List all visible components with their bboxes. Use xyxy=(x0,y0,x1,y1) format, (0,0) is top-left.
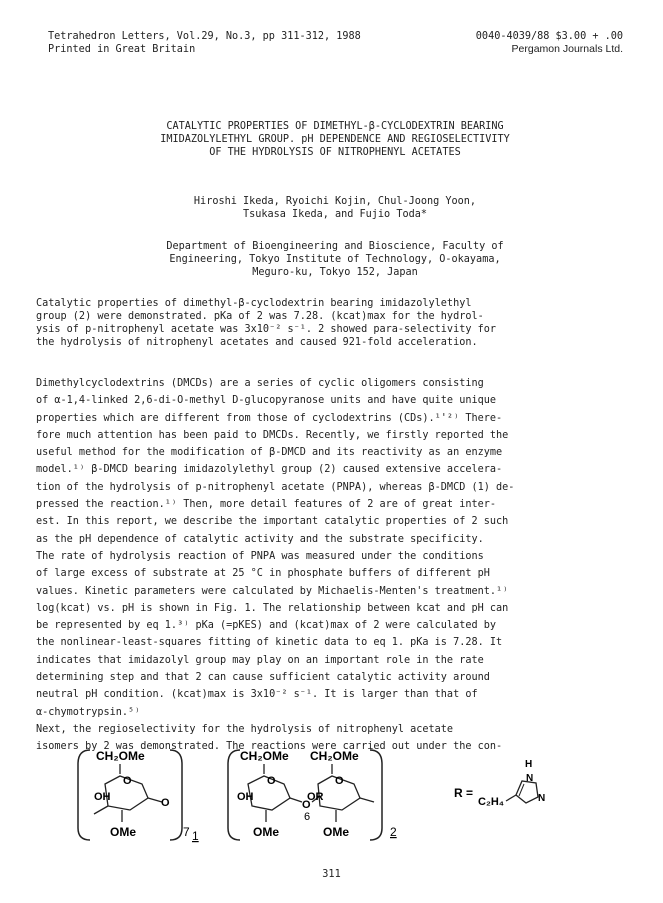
affiliation-line: Meguro-ku, Tokyo 152, Japan xyxy=(252,267,418,278)
body-line: isomers by 2 was demonstrated. The reactions were carried out under the con- xyxy=(36,741,503,753)
repeat-count: 7 xyxy=(183,825,190,839)
ch2ome-label: CH₂OMe xyxy=(310,749,359,763)
ring-oxygen-label: O xyxy=(123,775,132,787)
body-line: model.¹⁾ β-DMCD bearing imidazolylethyl group (2) caused extensive accelera- xyxy=(36,464,503,476)
repeat-count: 6 xyxy=(304,811,311,823)
structure-2-diagram xyxy=(220,740,410,850)
body-line: determining step and that 2 can cause sufficient catalytic activity around xyxy=(36,672,490,684)
body-line: Next, the regioselectivity for the hydrolysis of nitrophenyl acetate xyxy=(36,723,454,735)
ring-oxygen-label: O xyxy=(335,775,344,787)
abstract-line: ysis of p-nitrophenyl acetate was 3x10⁻² s⁻¹. 2 showed para-selectivity for xyxy=(36,324,497,335)
body-line: α-chymotrypsin.⁵⁾ xyxy=(36,706,141,718)
running-header xyxy=(48,30,623,56)
imidazole-n-label: N xyxy=(538,793,546,804)
ch2ome-label: CH₂OMe xyxy=(240,749,289,763)
authors-line: Hiroshi Ikeda, Ryoichi Kojin, Chul-Joong Yoon, xyxy=(193,196,477,207)
affiliation xyxy=(40,240,630,279)
compound-number-1: 1 xyxy=(192,829,199,843)
body-line: indicates that imidazolyl group may play on an important role in the rate xyxy=(36,654,484,666)
hydroxyl-label: OH xyxy=(94,791,111,803)
imidazole-nh-label: N xyxy=(526,773,534,784)
printed-in: Printed in Great Britain xyxy=(48,44,196,55)
title-line: CATALYTIC PROPERTIES OF DIMETHYL-β-CYCLODEXTRIN BEARING xyxy=(166,121,504,132)
ome-label: OMe xyxy=(253,825,280,839)
ome-label: OMe xyxy=(110,825,137,839)
link-oxygen-label: O xyxy=(161,797,170,809)
affiliation-line: Department of Bioengineering and Bioscience, Faculty of xyxy=(166,241,504,252)
r-equals-label: R = xyxy=(454,786,474,800)
body-line: log(kcat) vs. pH is shown in Fig. 1. The relationship between kcat and pH can xyxy=(36,602,509,614)
structure-1-diagram xyxy=(70,740,210,850)
body-line: as the pH dependence of catalytic activity and the substrate specificity. xyxy=(36,533,484,545)
authors-line: Tsukasa Ikeda, and Fujio Toda* xyxy=(242,209,427,220)
abstract-line: the hydrolysis of nitrophenyl acetates and caused 921-fold acceleration. xyxy=(36,337,478,348)
journal-citation: Tetrahedron Letters, Vol.29, No.3, pp 311-312, 1988 xyxy=(48,31,361,42)
compound-number-2: 2 xyxy=(390,825,397,839)
title-line: OF THE HYDROLYSIS OF NITROPHENYL ACETATES xyxy=(209,147,461,158)
abstract-line: Catalytic properties of dimethyl-β-cyclodextrin bearing imidazolylethyl xyxy=(36,298,472,309)
ring-oxygen-label: O xyxy=(267,775,276,787)
paper-title xyxy=(40,120,630,159)
body-line: of α-1,4-linked 2,6-di-O-methyl D-glucopyranose units and have quite unique xyxy=(36,395,497,407)
price-code: 0040-4039/88 $3.00 + .00 xyxy=(475,31,623,42)
body-text xyxy=(36,375,626,756)
or-label: OR xyxy=(307,791,324,803)
body-line: Dimethylcyclodextrins (DMCDs) are a series of cyclic oligomers consisting xyxy=(36,378,484,389)
body-line: useful method for the modification of β-DMCD and its reactivity as an enzyme xyxy=(36,447,503,459)
abstract-line: group (2) were demonstrated. pKa of 2 was 7.28. (kcat)max for the hydrol- xyxy=(36,311,484,322)
body-line: The rate of hydrolysis reaction of PNPA was measured under the conditions xyxy=(36,550,484,562)
ch2ome-label: CH₂OMe xyxy=(96,749,145,763)
body-line: tion of the hydrolysis of p-nitrophenyl acetate (PNPA), whereas β-DMCD (1) de- xyxy=(36,481,515,493)
abstract xyxy=(36,297,626,349)
body-line: values. Kinetic parameters were calculated by Michaelis-Menten's treatment.¹⁾ xyxy=(36,585,509,597)
r-group-diagram xyxy=(450,755,560,825)
body-line: neutral pH condition. (kcat)max is 3x10⁻² s⁻¹. It is larger than that of xyxy=(36,689,478,701)
title-line: IMIDAZOLYLETHYL GROUP. pH DEPENDENCE AND REGIOSELECTIVITY xyxy=(160,134,510,145)
body-line: the nonlinear-least-squares fitting of kinetic data to eq 1. pKa is 7.28. It xyxy=(36,637,503,649)
body-line: of large excess of substrate at 25 °C in phosphate buffers of different pH xyxy=(36,568,490,580)
page-number: 311 xyxy=(322,869,341,880)
imidazole-h-label: H xyxy=(525,759,533,770)
affiliation-line: Engineering, Tokyo Institute of Technology, O-okayama, xyxy=(169,254,501,265)
publisher: Pergamon Journals Ltd. xyxy=(511,43,623,55)
hydroxyl-label: OH xyxy=(237,791,254,803)
link-oxygen-label: O xyxy=(302,799,311,811)
ome-label: OMe xyxy=(323,825,350,839)
ethylene-label: C₂H₄ xyxy=(478,796,505,808)
body-line: est. In this report, we describe the important catalytic properties of 2 such xyxy=(36,516,509,528)
body-line: pressed the reaction.¹⁾ Then, more detail features of 2 are of great inter- xyxy=(36,499,497,511)
body-line: fore much attention has been paid to DMCDs. Recently, we firstly reported the xyxy=(36,429,509,441)
body-line: properties which are different from those of cyclodextrins (CDs).¹'²⁾ There- xyxy=(36,412,503,424)
authors xyxy=(40,195,630,221)
body-line: be represented by eq 1.³⁾ pKa (=pKES) and (kcat)max of 2 were calculated by xyxy=(36,620,497,632)
